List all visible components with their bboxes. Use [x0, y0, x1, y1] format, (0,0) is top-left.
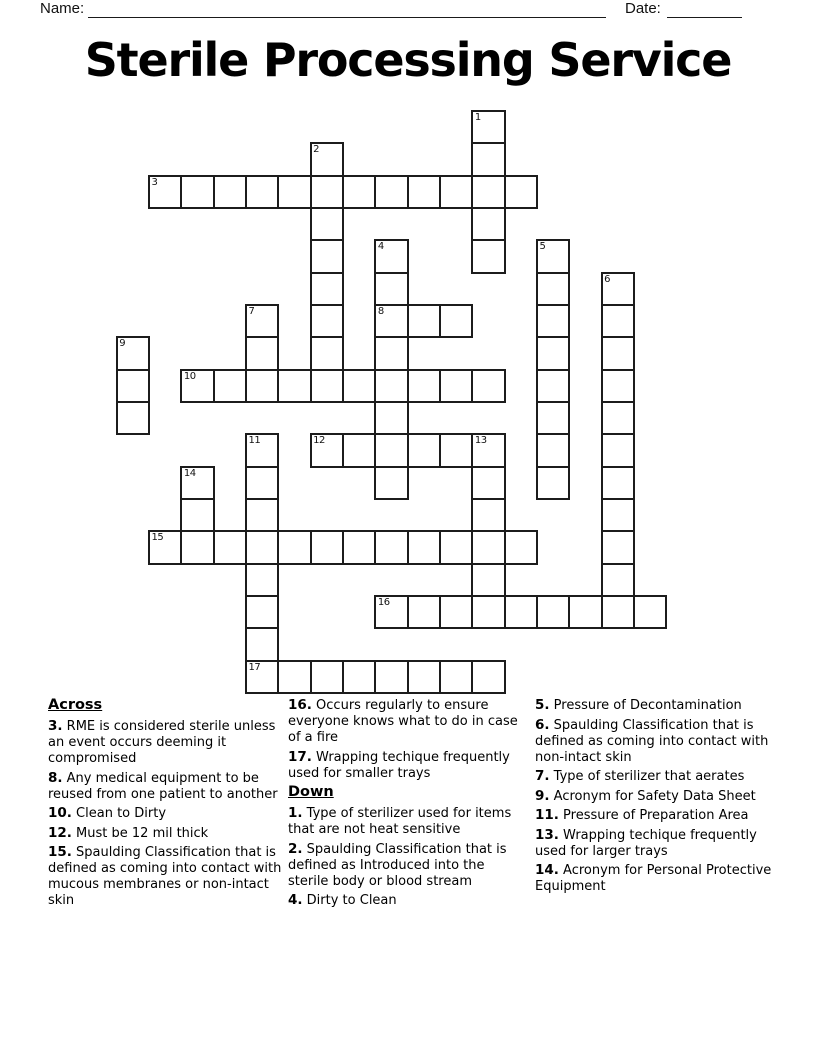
- grid-cell[interactable]: [342, 175, 376, 209]
- grid-cell[interactable]: [471, 433, 505, 467]
- grid-cell[interactable]: [471, 369, 505, 403]
- grid-cell[interactable]: [213, 369, 247, 403]
- grid-cell[interactable]: [310, 239, 344, 273]
- grid-cell[interactable]: [471, 207, 505, 241]
- clue-column: [48, 697, 288, 912]
- grid-cell[interactable]: [471, 595, 505, 629]
- grid-cell[interactable]: [471, 530, 505, 564]
- grid-cell[interactable]: [245, 304, 279, 338]
- grid-cell[interactable]: [180, 530, 214, 564]
- grid-cell[interactable]: [536, 239, 570, 273]
- grid-cell[interactable]: [342, 369, 376, 403]
- clue-number: 12.: [48, 824, 72, 841]
- grid-cell[interactable]: [471, 142, 505, 176]
- cell-number: 11: [248, 435, 261, 447]
- clue-number: 1.: [288, 805, 303, 821]
- clue: 5. Pressure of Decontamination: [535, 697, 742, 713]
- clue: 14. Acronym for Personal Protective Equipment: [535, 862, 772, 894]
- cell-number: 7: [248, 305, 255, 317]
- cell-number: 6: [604, 273, 611, 285]
- grid-cell[interactable]: [439, 175, 473, 209]
- grid-cell[interactable]: [407, 660, 441, 694]
- grid-cell[interactable]: [601, 498, 635, 532]
- grid-cell[interactable]: [213, 175, 247, 209]
- cell-number: 12: [313, 435, 325, 447]
- clue-number: 10.: [48, 805, 72, 821]
- grid-cell[interactable]: [601, 369, 635, 403]
- grid-cell[interactable]: [374, 433, 408, 467]
- grid-cell[interactable]: [310, 207, 344, 241]
- grid-cell[interactable]: [601, 304, 635, 338]
- grid-cell[interactable]: [310, 369, 344, 403]
- grid-cell[interactable]: [439, 433, 473, 467]
- clue: 4. Dirty to Clean: [288, 892, 397, 908]
- grid-cell[interactable]: [601, 336, 635, 370]
- clue: 12. Must be 12 mil thick: [48, 824, 209, 841]
- clue-number: 4.: [288, 892, 303, 908]
- cell-number: 14: [183, 467, 196, 479]
- grid-cell[interactable]: [536, 595, 570, 629]
- grid-cell[interactable]: [536, 401, 570, 435]
- grid-cell[interactable]: [536, 336, 570, 370]
- grid-cell[interactable]: [245, 595, 279, 629]
- grid-cell[interactable]: [536, 272, 570, 306]
- clue-number: 14.: [535, 862, 559, 878]
- clue-number: 9.: [535, 787, 550, 804]
- grid-cell[interactable]: [568, 595, 602, 629]
- cell-number: 10: [183, 370, 196, 382]
- clue: 3. RME is considered sterile unless an event occurs deeming it compromised: [48, 718, 276, 766]
- grid-cell[interactable]: [310, 142, 344, 176]
- clue: 17. Wrapping techique frequently used for smaller trays: [288, 748, 510, 781]
- clue: 1. Type of sterilizer used for items that are not heat sensitive: [288, 805, 512, 837]
- grid-cell[interactable]: [310, 175, 344, 209]
- grid-cell[interactable]: [536, 466, 570, 500]
- clue-number: 3.: [48, 718, 63, 734]
- grid-cell[interactable]: [277, 175, 311, 209]
- clue: 9. Acronym for Safety Data Sheet: [535, 787, 756, 804]
- cell-number: 15: [151, 532, 164, 544]
- clue: 2. Spaulding Classification that is defined as Introduced into the sterile body or blood stream: [288, 840, 507, 889]
- grid-cell[interactable]: [504, 530, 538, 564]
- grid-cell[interactable]: [374, 466, 408, 500]
- grid-cell[interactable]: [245, 660, 279, 694]
- cell-number: 2: [313, 144, 320, 156]
- grid-cell[interactable]: [374, 595, 408, 629]
- clue-number: 5.: [535, 697, 550, 713]
- grid-cell[interactable]: [374, 660, 408, 694]
- grid-cell[interactable]: [504, 175, 538, 209]
- grid-cell[interactable]: [310, 272, 344, 306]
- grid-cell[interactable]: [439, 369, 473, 403]
- grid-cell[interactable]: [116, 401, 150, 435]
- grid-cell[interactable]: [407, 433, 441, 467]
- grid-cell[interactable]: [342, 660, 376, 694]
- grid-cell[interactable]: [310, 336, 344, 370]
- clue-number: 6.: [535, 716, 550, 733]
- grid-cell[interactable]: [245, 336, 279, 370]
- grid-cell[interactable]: [245, 627, 279, 661]
- grid-cell[interactable]: [310, 433, 344, 467]
- grid-cell[interactable]: [310, 304, 344, 338]
- grid-cell[interactable]: [310, 660, 344, 694]
- clue-number: 15.: [48, 844, 72, 860]
- grid-cell[interactable]: [148, 530, 182, 564]
- grid-cell[interactable]: [116, 369, 150, 403]
- grid-cell[interactable]: [471, 660, 505, 694]
- grid-cell[interactable]: [407, 595, 441, 629]
- grid-cell[interactable]: [536, 433, 570, 467]
- clue: 8. Any medical equipment to be reused from one patient to another: [48, 769, 278, 802]
- grid-cell[interactable]: [245, 369, 279, 403]
- clue-number: 11.: [535, 807, 559, 823]
- clue-number: 17.: [288, 748, 312, 765]
- grid-cell[interactable]: [633, 595, 667, 629]
- grid-cell[interactable]: [116, 336, 150, 370]
- clue-number: 8.: [48, 769, 63, 786]
- grid-cell[interactable]: [601, 433, 635, 467]
- grid-cell[interactable]: [504, 595, 538, 629]
- grid-cell[interactable]: [601, 595, 635, 629]
- grid-cell[interactable]: [407, 369, 441, 403]
- grid-cell[interactable]: [471, 563, 505, 597]
- clue: 10. Clean to Dirty: [48, 805, 167, 821]
- grid-cell[interactable]: [374, 304, 408, 338]
- grid-cell[interactable]: [536, 304, 570, 338]
- clue: 6. Spaulding Classification that is defined as coming into contact with non-intact skin: [535, 716, 769, 765]
- grid-cell[interactable]: [374, 530, 408, 564]
- grid-cell[interactable]: [374, 401, 408, 435]
- name-label: Name:: [40, 0, 85, 17]
- clue-column: [288, 697, 524, 912]
- grid-cell[interactable]: [180, 466, 214, 500]
- cell-number: 16: [377, 596, 390, 608]
- grid-cell[interactable]: [148, 175, 182, 209]
- grid-cell[interactable]: [180, 175, 214, 209]
- grid-cell[interactable]: [439, 660, 473, 694]
- clue: 11. Pressure of Preparation Area: [535, 807, 749, 823]
- clues-heading: Down: [288, 784, 334, 800]
- clue-column: [535, 697, 775, 898]
- grid-cell[interactable]: [439, 304, 473, 338]
- grid-cell[interactable]: [471, 498, 505, 532]
- grid-cell[interactable]: [439, 530, 473, 564]
- cell-number: 13: [474, 435, 487, 447]
- grid-cell[interactable]: [277, 530, 311, 564]
- grid-cell[interactable]: [601, 401, 635, 435]
- grid-cell[interactable]: [213, 530, 247, 564]
- grid-cell[interactable]: [536, 369, 570, 403]
- grid-cell[interactable]: [374, 175, 408, 209]
- clue: 16. Occurs regularly to ensure everyone knows what to do in case of a fire: [288, 697, 518, 745]
- grid-cell[interactable]: [471, 466, 505, 500]
- grid-cell[interactable]: [277, 369, 311, 403]
- grid-cell[interactable]: [374, 336, 408, 370]
- grid-cell[interactable]: [245, 433, 279, 467]
- grid-cell[interactable]: [310, 530, 344, 564]
- clue: 13. Wrapping techique frequently used for larger trays: [535, 826, 757, 859]
- page-title: Sterile Processing Service: [84, 33, 732, 87]
- cell-number: 5: [539, 241, 546, 253]
- grid-cell[interactable]: [245, 466, 279, 500]
- grid-cell[interactable]: [407, 530, 441, 564]
- grid-cell[interactable]: [471, 239, 505, 273]
- grid-cell[interactable]: [342, 530, 376, 564]
- grid-cell[interactable]: [601, 563, 635, 597]
- clue-number: 13.: [535, 826, 559, 843]
- cell-number: 4: [377, 241, 384, 253]
- cell-number: 17: [248, 661, 261, 673]
- grid-cell[interactable]: [245, 175, 279, 209]
- grid-cell[interactable]: [180, 498, 214, 532]
- grid-cell[interactable]: [277, 660, 311, 694]
- cell-number: 1: [474, 112, 481, 123]
- grid-cell[interactable]: [374, 239, 408, 273]
- grid-cell[interactable]: [601, 272, 635, 306]
- cell-number: 3: [151, 176, 158, 188]
- grid-cell[interactable]: [374, 272, 408, 306]
- cell-number: 8: [377, 305, 384, 317]
- clue: 15. Spaulding Classification that is defined as coming into contact with mucous membranes or non-intact skin: [48, 844, 282, 908]
- clue-number: 7.: [535, 768, 550, 784]
- date-label: Date:: [625, 0, 661, 17]
- clue-number: 16.: [288, 697, 312, 713]
- grid-cell[interactable]: [439, 595, 473, 629]
- grid-cell[interactable]: [245, 530, 279, 564]
- grid-cell[interactable]: [342, 433, 376, 467]
- grid-cell[interactable]: [407, 304, 441, 338]
- clues-heading: Across: [48, 697, 103, 713]
- clue-number: 2.: [288, 840, 303, 857]
- clue: 7. Type of sterilizer that aerates: [535, 768, 745, 784]
- grid-cell[interactable]: [471, 175, 505, 209]
- grid-cell[interactable]: [471, 110, 505, 144]
- grid-cell[interactable]: [407, 175, 441, 209]
- cell-number: 9: [119, 338, 126, 350]
- grid-cell[interactable]: [180, 369, 214, 403]
- grid-cell[interactable]: [245, 498, 279, 532]
- grid-cell[interactable]: [601, 466, 635, 500]
- grid-cell[interactable]: [245, 563, 279, 597]
- grid-cell[interactable]: [374, 369, 408, 403]
- grid-cell[interactable]: [601, 530, 635, 564]
